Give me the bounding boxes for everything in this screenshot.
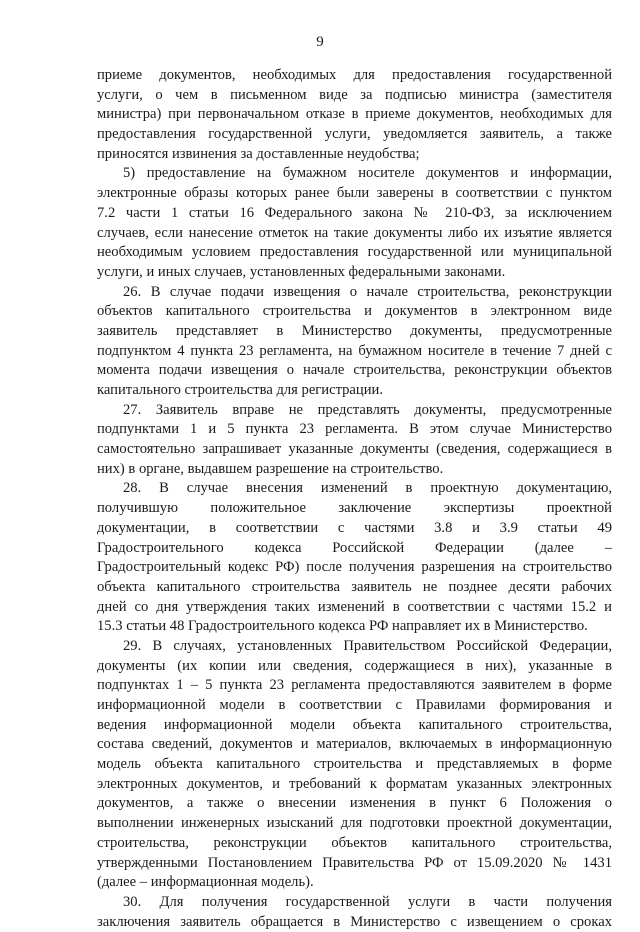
- text-line: момента подачи извещения о начале строительства, реконструкции объектов: [97, 362, 612, 379]
- text-line: (далее – информационная модель).: [97, 874, 314, 891]
- text-line: подпунктом 4 пункта 23 регламента, на бумажном носителе в течение 7 дней с: [97, 342, 612, 359]
- text-line: модель объекта капитального строительства и представляемых в форме: [97, 756, 612, 773]
- text-line: объекта капитального строительства заявитель не позднее десяти рабочих: [97, 578, 612, 595]
- paragraph: [97, 66, 612, 164]
- paragraph: [97, 479, 612, 637]
- text-line: документов, а также о внесении изменения в пункт 6 Положения о: [97, 795, 612, 812]
- text-line: 5) предоставление на бумажном носителе документов и информации,: [123, 165, 612, 182]
- text-line: электронные образы которых ранее были заверены в соответствии с пунктом: [97, 185, 612, 202]
- text-line: услуги, о чем в письменном виде за подписью министра (заместителя: [97, 86, 612, 103]
- paragraph: [97, 893, 612, 932]
- text-line: подпунктах 1 – 5 пункта 23 регламента предоставляются заявителем в форме: [97, 677, 612, 694]
- text-line: самостоятельно запрашивает указанные документы (сведения, содержащиеся в: [97, 441, 612, 458]
- text-line: документы (их копии или сведения, содержащиеся в них), указанные в: [97, 657, 612, 674]
- text-line: информационной модели в соответствии с Правилами формирования и: [97, 697, 612, 713]
- text-line: Градостроительный кодекс РФ) после получения разрешения на строительство: [97, 559, 612, 576]
- paragraph: [97, 164, 612, 282]
- text-line: утвержденными Постановлением Правительства РФ от 15.09.2020 № 1431: [97, 854, 612, 871]
- text-line: случаев, если нанесение отметок на такие документы либо их изъятие является: [97, 224, 612, 241]
- text-line: услуги, и иных случаев, установленных федеральными законами.: [97, 263, 506, 280]
- text-line: ведения информационной модели объекта капитального строительства,: [97, 716, 612, 733]
- text-line: предоставления государственной услуги, уведомляется заявитель, а также: [97, 126, 612, 143]
- paragraph: [97, 283, 612, 401]
- text-line: строительства, реконструкции объектов капитального строительства,: [97, 834, 612, 851]
- text-line: состава сведений, документов и материалов, включаемых в информационную: [97, 736, 612, 753]
- text-line: 27. Заявитель вправе не представлять документы, предусмотренные: [123, 401, 612, 418]
- text-line: выполнении инженерных изысканий для подготовки проектной документации,: [97, 815, 612, 832]
- text-line: 15.3 статьи 48 Градостроительного кодекса РФ направляет их в Министерство.: [97, 618, 588, 635]
- text-line: объектов капитального строительства и документов в электронном виде: [97, 303, 612, 320]
- paragraph: [97, 637, 612, 893]
- paragraph: [97, 401, 612, 480]
- text-line: 26. В случае подачи извещения о начале строительства, реконструкции: [123, 283, 612, 300]
- text-line: 30. Для получения государственной услуги в части получения: [123, 893, 612, 910]
- text-line: документации, в соответствии с частями 3.8 и 3.9 статьи 49: [97, 519, 612, 536]
- text-line: заявитель представляет в Министерство документы, предусмотренные: [97, 322, 612, 339]
- text-line: 7.2 части 1 статьи 16 Федерального закона № 210-ФЗ, за исключением: [97, 204, 612, 221]
- text-line: министра) при первоначальном отказе в приеме документов, необходимых для: [97, 106, 612, 123]
- text-line: заключения заявитель обращается в Министерство с извещением о сроках: [97, 913, 612, 930]
- text-line: капитального строительства для регистрации.: [97, 382, 383, 398]
- text-line: 29. В случаях, установленных Правительством Российской Федерации,: [123, 637, 612, 654]
- text-line: дней со дня утверждения таких изменений в соответствии с частями 15.2 и: [97, 598, 612, 615]
- text-line: электронных документов, и требований к форматам указанных электронных: [97, 775, 612, 792]
- text-line: приносятся извинения за доставленные неудобства;: [97, 145, 420, 162]
- text-line: Градостроительного кодекса Российской Федерации (далее –: [97, 539, 612, 556]
- text-line: получившую положительное заключение экспертизы проектной: [97, 500, 612, 517]
- text-line: необходимым условием предоставления государственной или муниципальной: [97, 244, 612, 261]
- text-line: приеме документов, необходимых для предоставления государственной: [97, 67, 612, 83]
- text-line: подпунктами 1 и 5 пункта 23 регламента. В этом случае Министерство: [97, 421, 612, 438]
- text-line: них) в органе, выдавшем разрешение на строительство.: [97, 460, 444, 477]
- page-number: 9: [316, 34, 324, 50]
- text-line: 28. В случае внесения изменений в проектную документацию,: [123, 480, 612, 497]
- document-body: [97, 66, 612, 932]
